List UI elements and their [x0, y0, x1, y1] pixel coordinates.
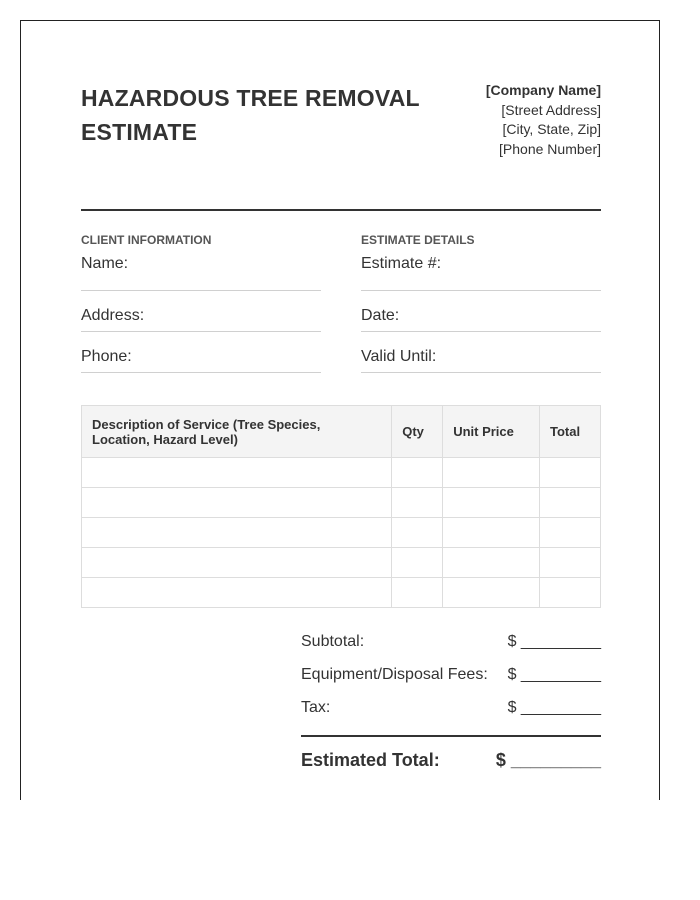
cell-unit-price[interactable]: [443, 518, 540, 548]
table-row: [82, 578, 601, 608]
client-information-heading: CLIENT INFORMATION: [81, 233, 212, 247]
header-qty: Qty: [392, 406, 443, 458]
cell-total[interactable]: [540, 548, 601, 578]
fees-label: Equipment/Disposal Fees:: [301, 666, 488, 683]
cell-unit-price[interactable]: [443, 488, 540, 518]
estimated-total-value[interactable]: $ _________: [495, 750, 601, 770]
fees-value[interactable]: $ _________: [507, 666, 601, 683]
subtotal-value[interactable]: $ _________: [507, 633, 601, 650]
cell-total[interactable]: [540, 488, 601, 518]
totals-section: [301, 631, 601, 770]
estimated-total-label: Estimated Total:: [301, 750, 440, 770]
estimate-details-heading: ESTIMATE DETAILS: [361, 233, 475, 247]
company-street: [Street Address]: [501, 101, 601, 118]
header-description: Description of Service (Tree Species, Location, Hazard Level): [82, 406, 392, 458]
header-divider: [81, 209, 601, 211]
cell-description[interactable]: [82, 518, 392, 548]
estimate-details-section: [361, 233, 601, 373]
estimate-number-field[interactable]: Estimate #:: [361, 251, 601, 291]
cell-qty[interactable]: [392, 488, 443, 518]
table-row: [82, 518, 601, 548]
header-total: Total: [540, 406, 601, 458]
estimate-date-field[interactable]: Date:: [361, 291, 601, 332]
table-row: [82, 548, 601, 578]
client-address-field[interactable]: Address:: [81, 291, 321, 332]
estimated-total-row: [301, 747, 601, 773]
company-block: [481, 81, 601, 159]
cell-qty[interactable]: [392, 518, 443, 548]
service-items-table: [81, 405, 601, 608]
tax-label: Tax:: [301, 699, 331, 716]
company-phone: [Phone Number]: [499, 140, 601, 157]
estimate-document: [20, 20, 660, 800]
valid-until-field[interactable]: Valid Until:: [361, 332, 601, 373]
subtotal-label: Subtotal:: [301, 633, 365, 650]
cell-total[interactable]: [540, 578, 601, 608]
cell-qty[interactable]: [392, 458, 443, 488]
cell-unit-price[interactable]: [443, 458, 540, 488]
company-name: [Company Name]: [485, 82, 601, 98]
cell-unit-price[interactable]: [443, 578, 540, 608]
cell-total[interactable]: [540, 458, 601, 488]
client-phone-field[interactable]: Phone:: [81, 332, 321, 373]
tax-value[interactable]: $ _________: [507, 699, 601, 716]
header-unit-price: Unit Price: [443, 406, 540, 458]
totals-divider: [301, 735, 601, 737]
company-city: [City, State, Zip]: [502, 121, 601, 137]
subtotal-row: [301, 631, 601, 664]
cell-description[interactable]: [82, 548, 392, 578]
table-header-row: [82, 406, 601, 458]
cell-qty[interactable]: [392, 548, 443, 578]
cell-total[interactable]: [540, 518, 601, 548]
table-row: [82, 458, 601, 488]
table-row: [82, 488, 601, 518]
cell-unit-price[interactable]: [443, 548, 540, 578]
tax-row: [301, 697, 601, 730]
cell-description[interactable]: [82, 578, 392, 608]
client-information-section: [81, 233, 321, 373]
cell-qty[interactable]: [392, 578, 443, 608]
document-title: HAZARDOUS TREE REMOVAL ESTIMATE: [81, 85, 420, 145]
client-name-field[interactable]: Name:: [81, 251, 321, 291]
cell-description[interactable]: [82, 458, 392, 488]
cell-description[interactable]: [82, 488, 392, 518]
fees-row: [301, 664, 601, 697]
